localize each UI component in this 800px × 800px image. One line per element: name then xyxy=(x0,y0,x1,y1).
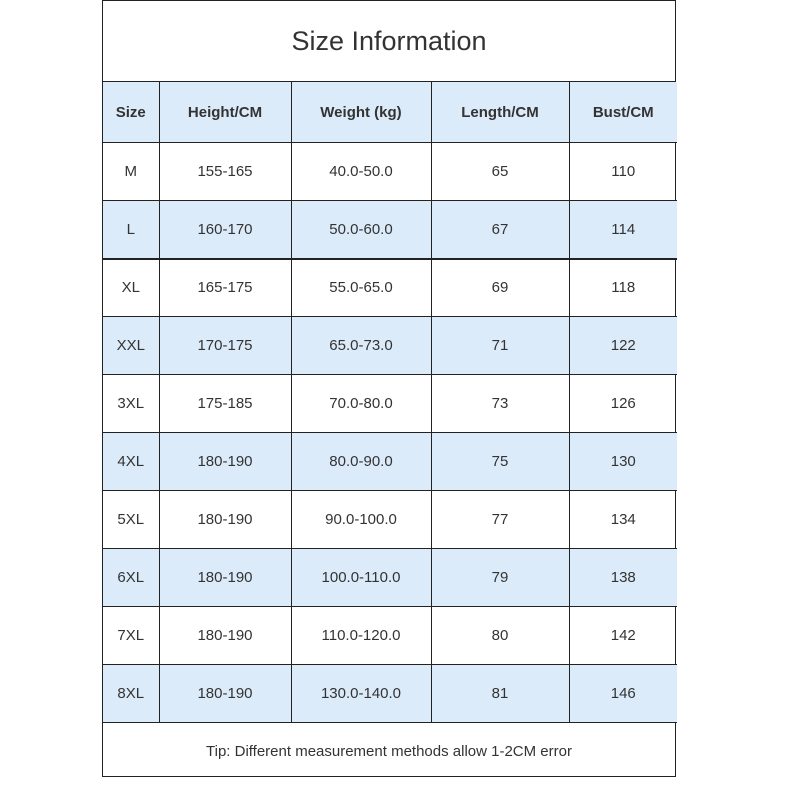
table-row xyxy=(103,607,677,665)
table-row xyxy=(103,491,677,549)
cell-size: 5XL xyxy=(103,491,159,549)
cell-weight: 130.0-140.0 xyxy=(291,665,431,723)
cell-height: 155-165 xyxy=(159,143,291,201)
cell-length: 69 xyxy=(431,259,569,317)
cell-size: XXL xyxy=(103,317,159,375)
cell-size: XL xyxy=(103,259,159,317)
size-chart xyxy=(102,0,676,777)
cell-weight: 65.0-73.0 xyxy=(291,317,431,375)
cell-length: 75 xyxy=(431,433,569,491)
cell-weight: 110.0-120.0 xyxy=(291,607,431,665)
cell-height: 170-175 xyxy=(159,317,291,375)
cell-height: 160-170 xyxy=(159,201,291,259)
measurement-tip: Tip: Different measurement methods allow 1-2CM error xyxy=(206,743,572,760)
cell-bust: 130 xyxy=(569,433,677,491)
cell-bust: 110 xyxy=(569,143,677,201)
cell-bust: 114 xyxy=(569,201,677,259)
table-row xyxy=(103,665,677,723)
table-row xyxy=(103,375,677,433)
cell-height: 180-190 xyxy=(159,491,291,549)
cell-bust: 142 xyxy=(569,607,677,665)
cell-length: 77 xyxy=(431,491,569,549)
cell-height: 180-190 xyxy=(159,549,291,607)
cell-length: 71 xyxy=(431,317,569,375)
page-title: Size Information xyxy=(103,1,675,82)
cell-size: 6XL xyxy=(103,549,159,607)
cell-length: 80 xyxy=(431,607,569,665)
cell-size: M xyxy=(103,143,159,201)
cell-bust: 122 xyxy=(569,317,677,375)
cell-weight: 40.0-50.0 xyxy=(291,143,431,201)
column-header-size: Size xyxy=(103,82,159,143)
cell-size: 8XL xyxy=(103,665,159,723)
cell-size: 4XL xyxy=(103,433,159,491)
cell-height: 165-175 xyxy=(159,259,291,317)
column-header-length: Length/CM xyxy=(431,82,569,143)
column-header-weight: Weight (kg) xyxy=(291,82,431,143)
cell-weight: 80.0-90.0 xyxy=(291,433,431,491)
cell-height: 180-190 xyxy=(159,433,291,491)
cell-weight: 90.0-100.0 xyxy=(291,491,431,549)
table-row xyxy=(103,549,677,607)
table-row xyxy=(103,143,677,201)
cell-length: 79 xyxy=(431,549,569,607)
cell-bust: 126 xyxy=(569,375,677,433)
table-row xyxy=(103,433,677,491)
cell-weight: 100.0-110.0 xyxy=(291,549,431,607)
cell-bust: 138 xyxy=(569,549,677,607)
cell-weight: 55.0-65.0 xyxy=(291,259,431,317)
cell-size: 3XL xyxy=(103,375,159,433)
cell-size: 7XL xyxy=(103,607,159,665)
cell-weight: 50.0-60.0 xyxy=(291,201,431,259)
table-header-row xyxy=(103,82,677,143)
cell-bust: 146 xyxy=(569,665,677,723)
cell-bust: 134 xyxy=(569,491,677,549)
column-header-height: Height/CM xyxy=(159,82,291,143)
cell-length: 81 xyxy=(431,665,569,723)
cell-length: 67 xyxy=(431,201,569,259)
column-header-bust: Bust/CM xyxy=(569,82,677,143)
cell-height: 180-190 xyxy=(159,607,291,665)
cell-length: 65 xyxy=(431,143,569,201)
cell-bust: 118 xyxy=(569,259,677,317)
cell-weight: 70.0-80.0 xyxy=(291,375,431,433)
table-row xyxy=(103,259,677,317)
cell-height: 175-185 xyxy=(159,375,291,433)
table-row xyxy=(103,201,677,259)
cell-height: 180-190 xyxy=(159,665,291,723)
table-row xyxy=(103,317,677,375)
size-table xyxy=(103,82,677,723)
cell-length: 73 xyxy=(431,375,569,433)
cell-size: L xyxy=(103,201,159,259)
